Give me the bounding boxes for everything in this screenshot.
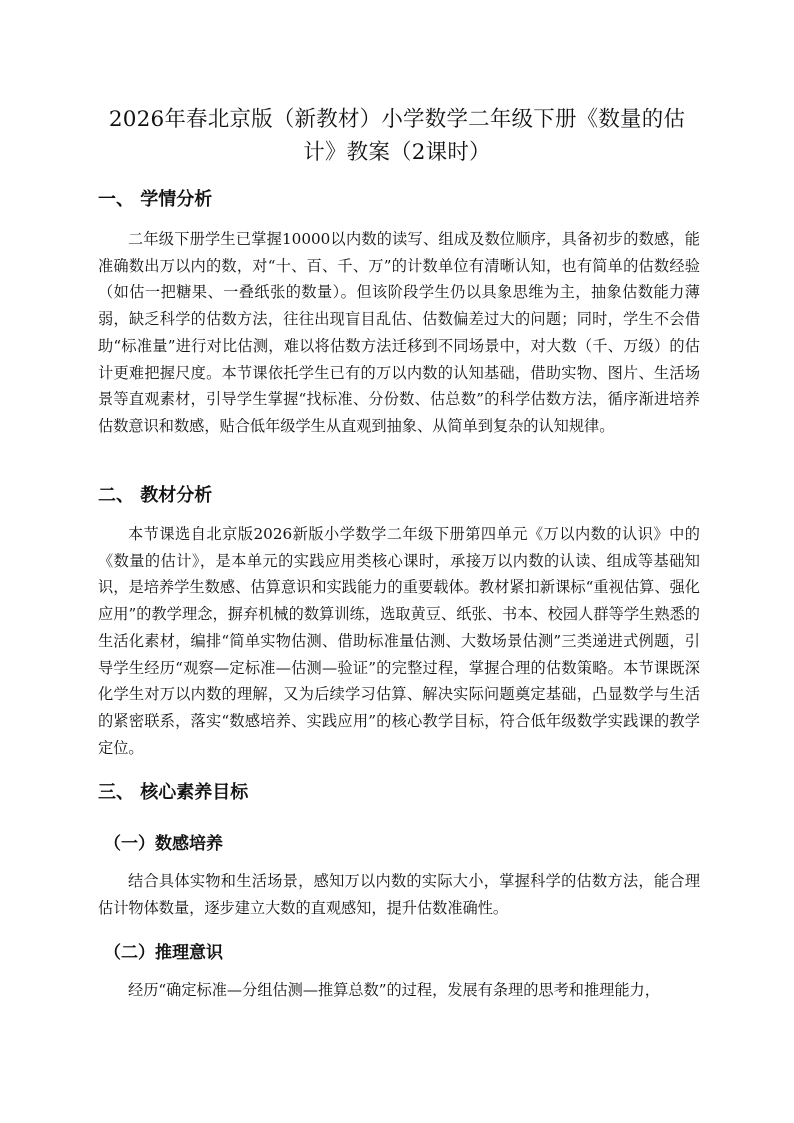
section-heading-learning-analysis: 一、 学情分析 (98, 189, 213, 210)
subsection-heading-reasoning: （二）推理意识 (104, 943, 223, 963)
section-heading-textbook-analysis: 二、 教材分析 (98, 485, 213, 506)
paragraph-number-sense: 结合具体实物和生活场景，感知万以内数的实际大小，掌握科学的估数方法，能合理估计物体数量，逐步建立大数的直观感知，提升估数准确性。 (98, 872, 700, 917)
paragraph-textbook-analysis: 本节课选自北京版2026新版小学数学二年级下册第四单元《万以内数的认识》中的《数量的估计》，是本单元的实践应用类核心课时，承接万以内数的认读、组成等基础知识，是培养学生数感、估算意识和实践能力的重要载体。教材紧扣新课标“重视估算、强化应用”的教学理念，摒弃机械的数算训练，选取黄豆、纸张、书本、校园人群等学生熟悉的生活化素材，编排“简单实物估测、借助标准量估测、大数场景估测”三类递进式例题，引导学生经历“观察—定标准—估测—验证”的完整过程，掌握合理的估数策略。本节课既深化学生对万以内数的理解，又为后续学习估算、解决实际问题奠定基础，凸显数学与生活的紧密联系，落实“数感培养、实践应用”的核心教学目标，符合低年级数学实践课的教学定位。 (98, 525, 700, 757)
page-title: 2026年春北京版（新教材）小学数学二年级下册《数量的估计》教案（2课时） (108, 107, 686, 165)
paragraph-reasoning: 经历“确定标准—分组估测—推算总数”的过程，发展有条理的思考和推理能力， (128, 981, 660, 999)
paragraph-learning-analysis: 二年级下册学生已掌握10000以内数的读写、组成及数位顺序，具备初步的数感，能准确数出万以内的数，对“十、百、千、万”的计数单位有清晰认知，也有简单的估数经验（如估一把糖果、一叠纸张的数量）。但该阶段学生仍以具象思维为主，抽象估数能力薄弱，缺乏科学的估数方法，往往出现盲目乱估、估数偏差过大的问题；同时，学生不会借助“标准量”进行对比估测，难以将估数方法迁移到不同场景中，对大数（千、万级）的估计更难把握尺度。本节课依托学生已有的万以内数的认知基础，借助实物、图片、生活场景等直观素材，引导学生掌握“找标准、分份数、估总数”的科学估数方法，循序渐进培养估数意识和数感，贴合低年级学生从直观到抽象、从简单到复杂的认知规律。 (98, 230, 700, 435)
subsection-heading-number-sense: （一）数感培养 (104, 834, 223, 854)
section-heading-core-goals: 三、 核心素养目标 (98, 782, 249, 803)
